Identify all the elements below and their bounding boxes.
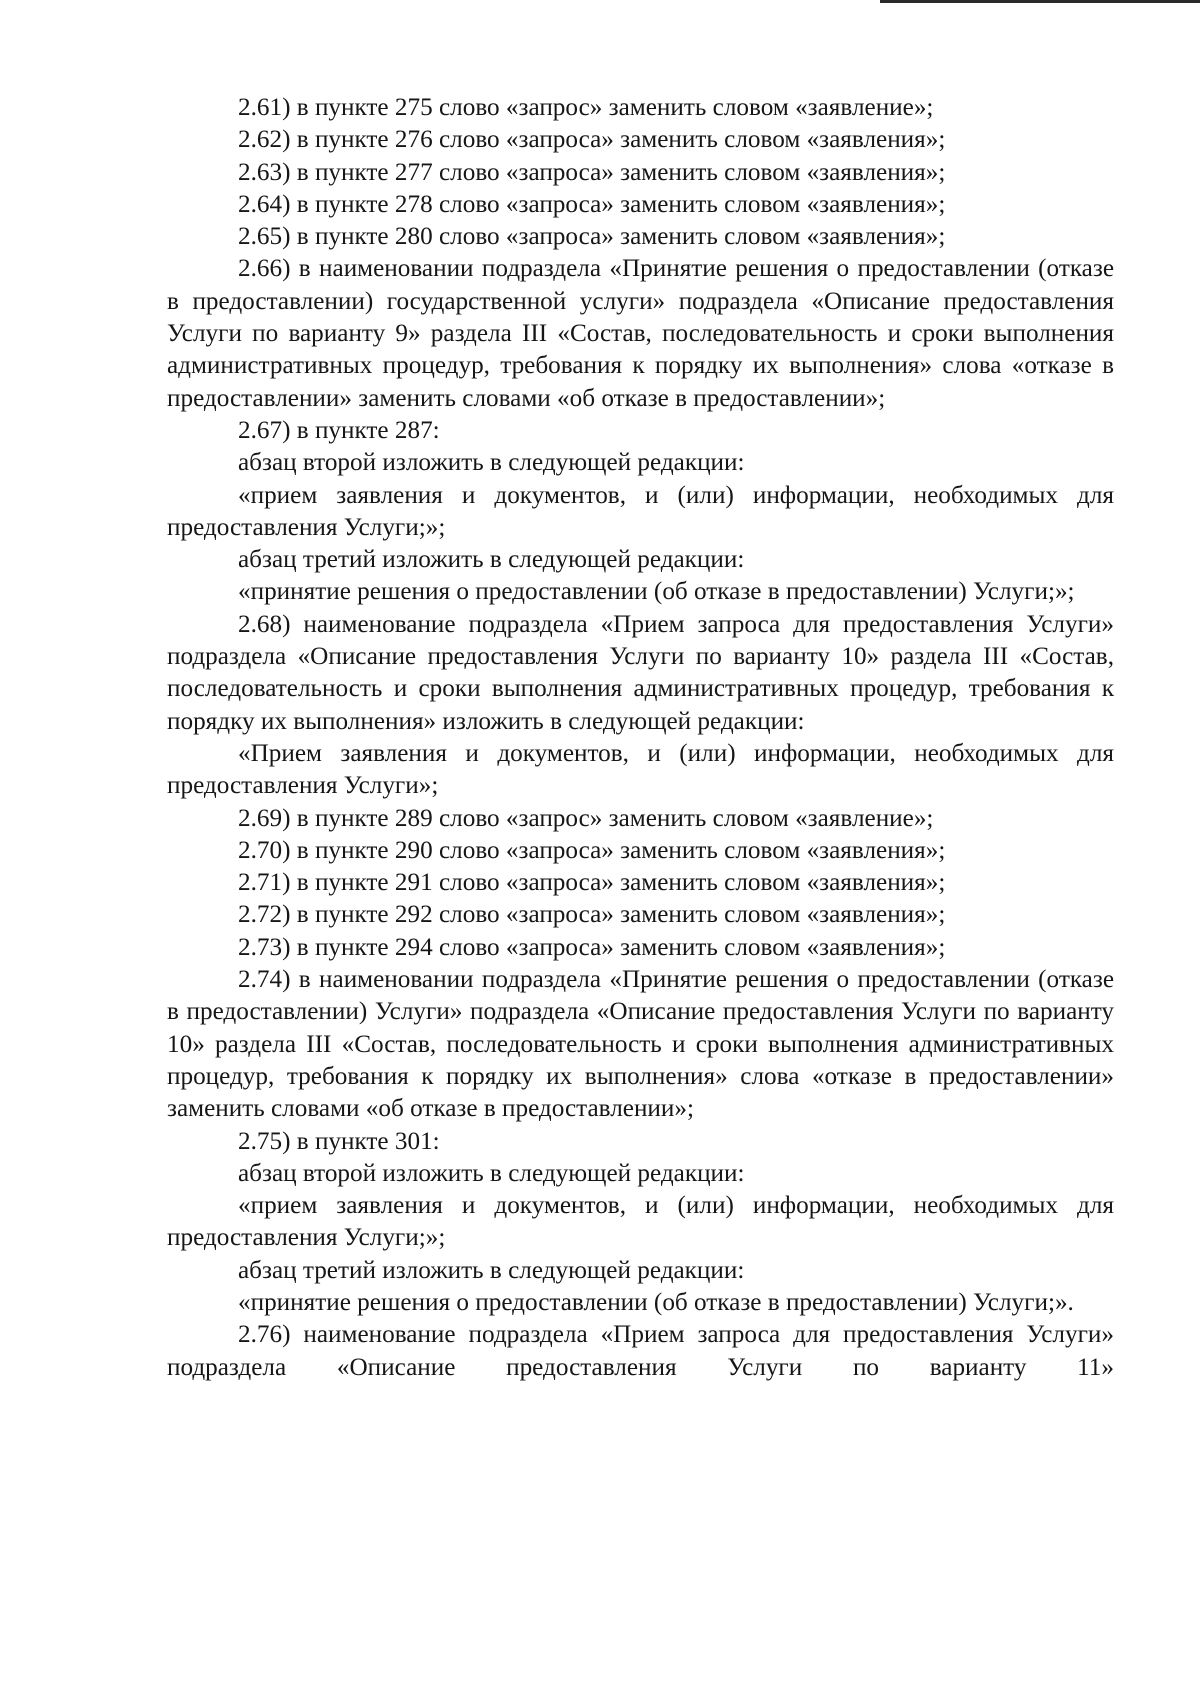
paragraph: 2.66) в наименовании подраздела «Принятие решения о предоставлении (отказе в предоставлении) государственной услуги» подраздела «Описание предоставления Услуги по варианту 9» раздела III «Состав, последовательность и сроки выполнения административных процедур, требования к порядку их выполнения» слова «отказе в предоставлении» заменить словами «об отказе в предоставлении»; [167, 255, 1114, 412]
paragraph: «Прием заявления и документов, и (или) информации, необходимых для предоставления Услуги»; [167, 739, 1114, 800]
paragraph: 2.68) наименование подраздела «Прием запроса для предоставления Услуги» подраздела «Описание предоставления Услуги по варианту 10» раздела III «Состав, последовательность и сроки выполнения административных процедур, требования к порядку их выполнения» изложить в следующей редакции: [167, 610, 1114, 735]
paragraph: 2.63) в пункте 277 слово «запроса» заменить словом «заявления»; [238, 158, 946, 186]
paragraph: «принятие решения о предоставлении (об отказе в предоставлении) Услуги;»; [238, 578, 1075, 606]
paragraph: абзац второй изложить в следующей редакции: [238, 449, 745, 477]
paragraph: «прием заявления и документов, и (или) информации, необходимых для предоставления Услуги;»; [167, 481, 1114, 541]
paragraph: 2.76) наименование подраздела «Прием запроса для предоставления Услуги» подраздела «Описание предоставления Услуги по варианту 11» [167, 1321, 1114, 1381]
paragraph: «прием заявления и документов, и (или) информации, необходимых для предоставления Услуги;»; [167, 1192, 1114, 1252]
scan-edge-line [880, 0, 1200, 3]
paragraph: 2.74) в наименовании подраздела «Принятие решения о предоставлении (отказе в предоставлении) Услуги» подраздела «Описание предоставления Услуги по варианту 10» раздела III «Состав, последовательность и сроки выполнения административных процедур, требования к порядку их выполнения» слова «отказе в предоставлении» заменить словами «об отказе в предоставлении»; [167, 966, 1114, 1123]
paragraph: абзац третий изложить в следующей редакции: [238, 546, 745, 574]
paragraph: 2.64) в пункте 278 слово «запроса» заменить словом «заявления»; [238, 190, 946, 218]
paragraph: 2.62) в пункте 276 слово «запроса» заменить словом «заявления»; [238, 126, 946, 154]
paragraph: абзац третий изложить в следующей редакции: [238, 1256, 745, 1284]
paragraph: 2.70) в пункте 290 слово «запроса» заменить словом «заявления»; [238, 836, 946, 864]
paragraph: 2.65) в пункте 280 слово «запроса» заменить словом «заявления»; [238, 223, 946, 251]
paragraph: 2.72) в пункте 292 слово «запроса» заменить словом «заявления»; [238, 901, 946, 929]
paragraph: 2.69) в пункте 289 слово «запрос» заменить словом «заявление»; [238, 804, 934, 832]
paragraph: 2.73) в пункте 294 слово «запроса» заменить словом «заявления»; [238, 933, 946, 961]
paragraph: 2.71) в пункте 291 слово «запроса» заменить словом «заявления»; [238, 869, 946, 897]
paragraph: абзац второй изложить в следующей редакции: [238, 1159, 745, 1187]
document-body [167, 92, 1114, 1384]
paragraph: «принятие решения о предоставлении (об отказе в предоставлении) Услуги;». [238, 1288, 1074, 1316]
paragraph: 2.67) в пункте 287: [238, 416, 440, 444]
paragraph: 2.61) в пункте 275 слово «запрос» заменить словом «заявление»; [238, 94, 934, 121]
paragraph: 2.75) в пункте 301: [238, 1127, 440, 1155]
